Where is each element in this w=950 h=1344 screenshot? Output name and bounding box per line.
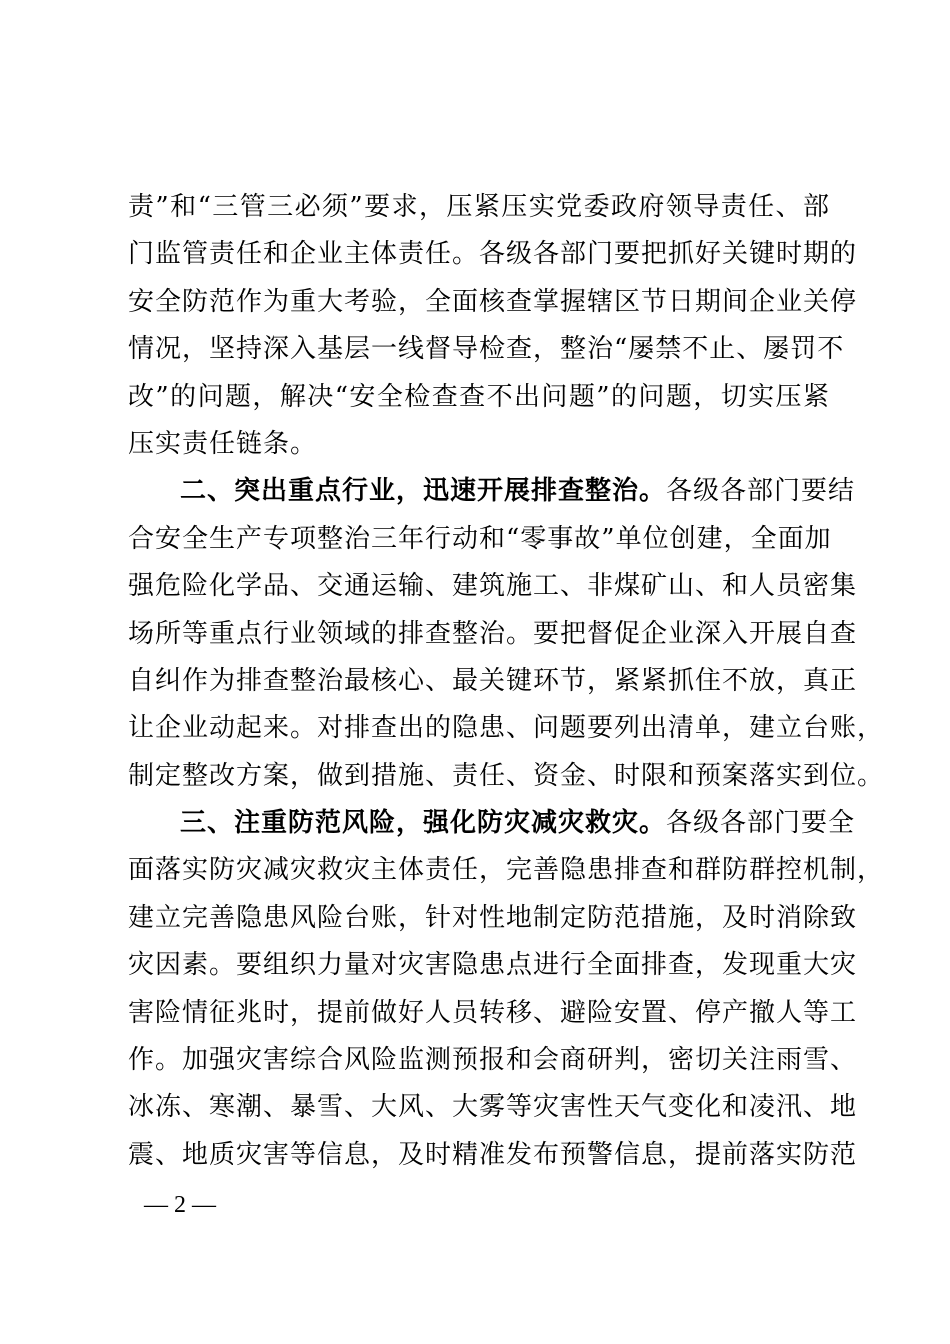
text-line: 建立完善隐患风险台账，针对性地制定防范措施，及时消除致 (128, 902, 858, 933)
text-line: 制定整改方案，做到措施、责任、资金、时限和预案落实到位。 (128, 760, 885, 791)
body-text (128, 184, 885, 1179)
text-line: 情况，坚持深入基层一线督导检查，整治“屡禁不止、屡罚不 (128, 334, 845, 365)
text-line: 害险情征兆时，提前做好人员转移、避险安置、停产撤人等工 (128, 997, 858, 1028)
text-line: 让企业动起来。对排查出的隐患、问题要列出清单，建立台账， (128, 713, 885, 744)
text-line (128, 468, 856, 515)
text-line: 自纠作为排查整治最核心、最关键环节，紧紧抓住不放，真正 (128, 665, 858, 696)
text-line: 作。加强灾害综合风险监测预报和会商研判，密切关注雨雪、 (128, 1045, 858, 1076)
paragraph-risk-prevention (128, 800, 885, 1179)
text-line: 震、地质灾害等信息，及时精准发布预警信息，提前落实防范 (128, 1139, 858, 1170)
page-number: — 2 — (144, 1192, 216, 1218)
paragraph-responsibility (128, 184, 858, 468)
text-line: 冰冻、寒潮、暴雪、大风、大雾等灾害性天气变化和凌汛、地 (128, 1092, 858, 1123)
text-line: 安全防范作为重大考验，全面核查掌握辖区节日期间企业关停 (128, 286, 858, 317)
text-line: 合安全生产专项整治三年行动和“零事故”单位创建，全面加 (128, 523, 832, 554)
text-line: 门监管责任和企业主体责任。各级各部门要把抓好关键时期的 (128, 239, 858, 270)
section-heading: 三、注重防范风险，强化防灾减灾救灾。 (180, 808, 667, 839)
section-heading: 二、突出重点行业，迅速开展排查整治。 (180, 476, 667, 507)
text-line: 面落实防灾减灾救灾主体责任，完善隐患排查和群防群控机制， (128, 855, 885, 886)
text-span: 各级各部门要全 (666, 808, 856, 839)
text-line: 责”和“三管三必须”要求，压紧压实党委政府领导责任、部 (128, 192, 830, 222)
text-line: 压实责任链条。 (128, 428, 318, 459)
text-line: 改”的问题，解决“安全检查查不出问题”的问题，切实压紧 (128, 381, 830, 412)
text-line: 场所等重点行业领域的排查整治。要把督促企业深入开展自查 (128, 618, 858, 649)
text-span: 各级各部门要结 (666, 476, 856, 507)
text-line: 强危险化学品、交通运输、建筑施工、非煤矿山、和人员密集 (128, 571, 858, 602)
text-line: 灾因素。要组织力量对灾害隐患点进行全面排查，发现重大灾 (128, 950, 858, 981)
text-line (128, 800, 856, 847)
paragraph-key-industries (128, 468, 885, 800)
